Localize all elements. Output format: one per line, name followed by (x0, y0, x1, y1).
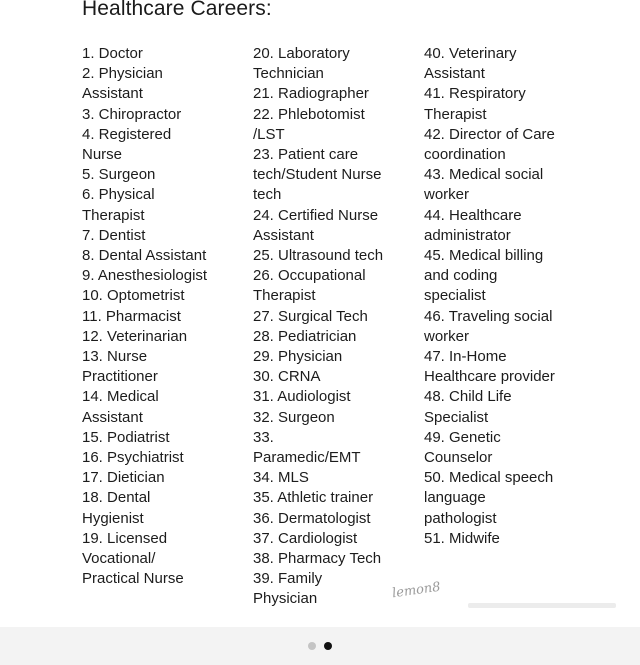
career-list-line: 39. Family (253, 570, 323, 588)
career-list-line: Therapist (424, 105, 487, 123)
career-list-line: 26. Occupational (253, 267, 366, 285)
career-list-line: and coding (424, 267, 498, 285)
career-list-line: 14. Medical (82, 388, 159, 406)
career-list-line: Assistant (82, 408, 143, 426)
career-list-line: 44. Healthcare (424, 206, 522, 224)
career-list-line: Paramedic/EMT (253, 449, 361, 467)
career-list-line: Therapist (82, 206, 145, 224)
career-list-line: 1. Doctor (82, 45, 143, 62)
career-list-line: 20. Laboratory (253, 45, 350, 62)
career-list-line: 31. Audiologist (253, 388, 351, 406)
career-list-line: Technician (253, 65, 324, 83)
career-list-line: 35. Athletic trainer (253, 489, 374, 507)
career-list-line: worker (424, 327, 470, 345)
career-list-line: 12. Veterinarian (82, 327, 188, 345)
career-list-line: 34. MLS (253, 469, 309, 487)
career-list-line: 6. Physical (82, 186, 155, 204)
career-list-line: 36. Dermatologist (253, 509, 371, 527)
career-list-line: 43. Medical social (424, 166, 544, 184)
page-title: Healthcare Careers: (82, 0, 272, 20)
career-list-line: 2. Physician (82, 65, 163, 83)
career-list-line: 21. Radiographer (253, 85, 369, 103)
carousel-dot-active[interactable] (324, 642, 332, 650)
lemon8-logo: lemon8 (391, 579, 442, 602)
watermark-underline (468, 603, 616, 608)
career-list-line: 42. Director of Care (424, 125, 555, 143)
career-list-line: 37. Cardiologist (253, 529, 358, 547)
career-list-line: 8. Dental Assistant (82, 247, 207, 265)
career-list-line: Physician (253, 590, 318, 608)
career-list-line: 9. Anesthesiologist (82, 267, 208, 285)
career-list-line: Vocational/ (82, 550, 156, 568)
career-list-line: Specialist (424, 408, 489, 426)
career-list-line: 30. CRNA (253, 368, 321, 386)
career-list-line: 38. Pharmacy Tech (253, 550, 382, 568)
career-list-line: tech/Student Nurse (253, 166, 382, 184)
career-list-line: 23. Patient care (253, 146, 359, 164)
career-list-line: 3. Chiropractor (82, 105, 182, 123)
career-list-line: /LST (253, 125, 285, 143)
carousel-indicator (0, 637, 640, 655)
career-list-line: 28. Pediatrician (253, 327, 357, 345)
career-list-line: 22. Phlebotomist (253, 105, 365, 123)
career-list-line: worker (424, 186, 470, 204)
career-list-line: 40. Veterinary (424, 45, 517, 62)
career-list-line: pathologist (424, 509, 497, 527)
career-list-line: 27. Surgical Tech (253, 307, 368, 325)
career-column-1 (82, 44, 252, 589)
career-list-line: Practitioner (82, 368, 158, 386)
career-list-line: 7. Dentist (82, 226, 146, 244)
career-list-line: 4. Registered (82, 125, 172, 143)
career-list-line: 10. Optometrist (82, 287, 185, 305)
career-list-line: Nurse (82, 146, 123, 164)
career-list-line: 33. (253, 428, 274, 446)
career-list-line: 5. Surgeon (82, 166, 156, 184)
career-list-line: coordination (424, 146, 506, 164)
career-list-line: Practical Nurse (82, 570, 184, 588)
career-list-line: Therapist (253, 287, 316, 305)
career-list-line: 45. Medical billing (424, 247, 544, 265)
career-column-3 (424, 44, 604, 549)
career-list-line: tech (253, 186, 282, 204)
career-list-line: 11. Pharmacist (82, 307, 181, 325)
career-list-line: 19. Licensed (82, 529, 168, 547)
career-list-line: 51. Midwife (424, 529, 500, 547)
career-list-line: 50. Medical speech (424, 469, 554, 487)
career-list-line: Assistant (82, 85, 143, 103)
career-list-line: 47. In-Home (424, 348, 507, 366)
career-list-line: 29. Physician (253, 348, 343, 366)
career-column-2 (253, 44, 421, 610)
career-list-line: 15. Podiatrist (82, 428, 170, 446)
career-list-line: 32. Surgeon (253, 408, 335, 426)
career-list-line: Assistant (424, 65, 485, 83)
career-list-line: specialist (424, 287, 486, 305)
career-list-line: 18. Dental (82, 489, 151, 507)
carousel-dot[interactable] (308, 642, 316, 650)
career-list-line: Healthcare provider (424, 368, 555, 386)
career-list-line: Counselor (424, 449, 493, 467)
career-list-line: 16. Psychiatrist (82, 449, 184, 467)
career-list-line: 25. Ultrasound tech (253, 247, 384, 265)
career-list-line: 49. Genetic (424, 428, 501, 446)
career-list-line: Assistant (253, 226, 314, 244)
career-list-line: language (424, 489, 486, 507)
career-list-line: 41. Respiratory (424, 85, 526, 103)
career-list-line: 46. Traveling social (424, 307, 553, 325)
career-list-line: 48. Child Life (424, 388, 512, 406)
career-list-line: 24. Certified Nurse (253, 206, 379, 224)
career-list-line: Hygienist (82, 509, 144, 527)
career-list-line: administrator (424, 226, 511, 244)
career-list-line: 13. Nurse (82, 348, 148, 366)
career-list-line: 17. Dietician (82, 469, 165, 487)
